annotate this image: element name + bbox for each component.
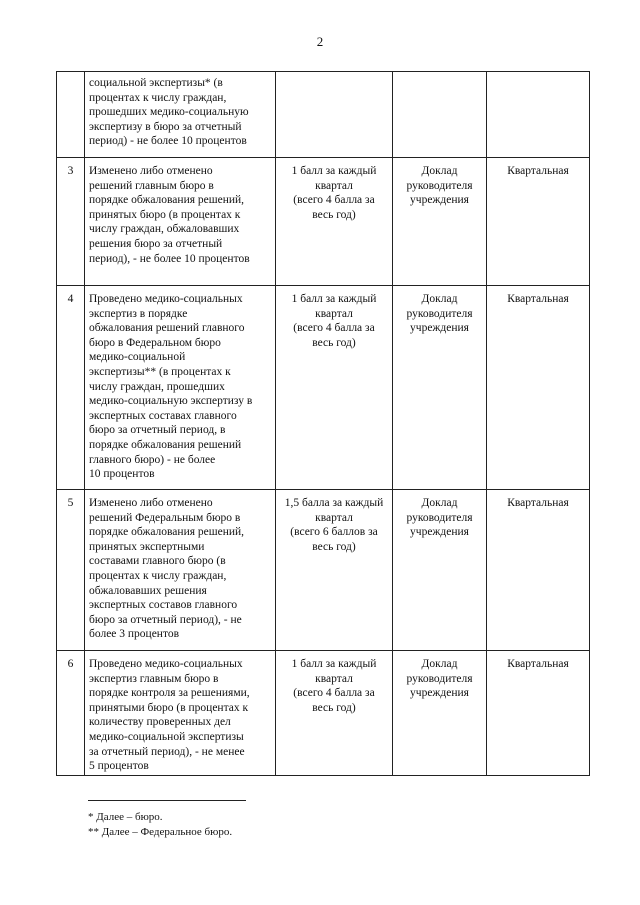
row-number: 3 xyxy=(57,158,85,286)
row-frequency: Квартальная xyxy=(487,158,590,286)
table-row xyxy=(57,490,590,651)
row-score: 1,5 балла за каждый квартал (всего 6 баллов за весь год) xyxy=(276,490,393,651)
row-frequency: Квартальная xyxy=(487,651,590,776)
row-description: Проведено медико-социальных экспертиз в порядке обжалования решений главного бюро в Федеральном бюро медико-социальной экспертизы** (в процентах к числу граждан, прошедших медико-социальную экспертизу в экспертных составах главного бюро за отчетный период, в порядке обжалования решений главного бюро) - не более 10 процентов xyxy=(85,286,276,490)
row-source: Доклад руководителя учреждения xyxy=(393,286,487,490)
row-source: Доклад руководителя учреждения xyxy=(393,158,487,286)
row-number xyxy=(57,72,85,158)
row-score: 1 балл за каждый квартал (всего 4 балла за весь год) xyxy=(276,158,393,286)
row-source xyxy=(393,72,487,158)
footnote-2: ** Далее – Федеральное бюро. xyxy=(88,826,233,838)
row-frequency xyxy=(487,72,590,158)
row-description: Изменено либо отменено решений главным бюро в порядке обжалования решений, принятых бюро (в процентах к числу граждан, обжаловавших решения бюро за отчетный период), - не более 10 процентов xyxy=(85,158,276,286)
row-description: Проведено медико-социальных экспертиз главным бюро в порядке контроля за решениями, принятыми бюро (в процентах к количеству проверенных дел медико-социальной экспертизы за отчетный период), - не менее 5 процентов xyxy=(85,651,276,776)
row-number: 4 xyxy=(57,286,85,490)
table-row xyxy=(57,286,590,490)
row-description: социальной экспертизы* (в процентах к числу граждан, прошедших медико-социальную экспертизу в бюро за отчетный период) - не более 10 процентов xyxy=(85,72,276,158)
row-number: 5 xyxy=(57,490,85,651)
footnote-1: * Далее – бюро. xyxy=(88,811,163,823)
row-frequency: Квартальная xyxy=(487,490,590,651)
row-score: 1 балл за каждый квартал (всего 4 балла за весь год) xyxy=(276,651,393,776)
table-row xyxy=(57,72,590,158)
row-score xyxy=(276,72,393,158)
table-row xyxy=(57,651,590,776)
footnote-divider xyxy=(88,800,246,801)
row-source: Доклад руководителя учреждения xyxy=(393,490,487,651)
row-frequency: Квартальная xyxy=(487,286,590,490)
row-description: Изменено либо отменено решений Федеральным бюро в порядке обжалования решений, принятых экспертными составами главного бюро (в процентах к числу граждан, обжаловавших решения экспертных составов главного бюро за отчетный период), - не более 3 процентов xyxy=(85,490,276,651)
page-number: 2 xyxy=(316,34,324,49)
footnotes xyxy=(88,800,246,840)
row-score: 1 балл за каждый квартал (всего 4 балла за весь год) xyxy=(276,286,393,490)
criteria-table xyxy=(56,71,590,776)
row-number: 6 xyxy=(57,651,85,776)
row-source: Доклад руководителя учреждения xyxy=(393,651,487,776)
table-row xyxy=(57,158,590,286)
